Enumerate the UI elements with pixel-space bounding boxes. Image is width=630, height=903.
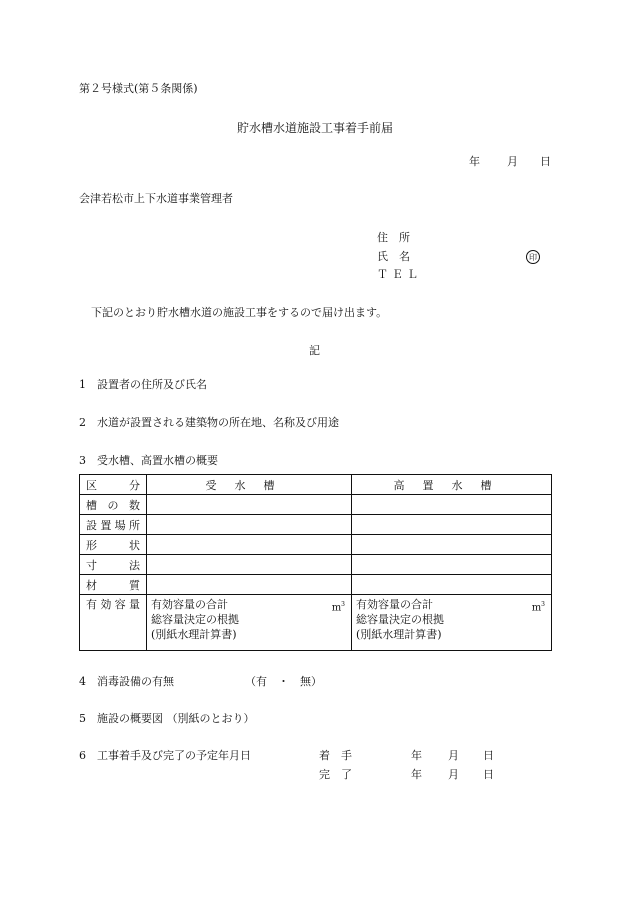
row-label-count: 槽の数 xyxy=(80,495,147,515)
row-label-location: 設置場所 xyxy=(80,515,147,535)
end-label: 完 了 xyxy=(319,768,352,781)
row-label-shape: 形状 xyxy=(80,535,147,555)
volume-attachment-label: (別紙水理計算書) xyxy=(151,628,237,641)
cubic-meter-unit: $m^3$ xyxy=(331,601,345,614)
start-year: 年 xyxy=(411,749,422,762)
start-label: 着 手 xyxy=(319,749,352,762)
form-number: 第２号様式(第５条関係) xyxy=(79,82,198,95)
end-year: 年 xyxy=(411,768,422,781)
header-elevated-tank: 高置水槽 xyxy=(352,475,552,495)
cell-receiving-location xyxy=(147,515,352,535)
cell-receiving-count xyxy=(147,495,352,515)
cell-elevated-shape xyxy=(352,535,552,555)
row-label-dimensions: 寸法 xyxy=(80,555,147,575)
cell-elevated-location xyxy=(352,515,552,535)
table-row xyxy=(80,555,552,575)
end-day: 日 xyxy=(483,768,494,781)
table-row xyxy=(80,515,552,535)
table-row xyxy=(80,535,552,555)
item-1: 1 設置者の住所及び氏名 xyxy=(79,378,207,391)
start-day: 日 xyxy=(483,749,494,762)
date-month: 月 xyxy=(507,155,518,168)
item-2: 2 水道が設置される建築物の所在地、名称及び用途 xyxy=(79,416,339,429)
volume-basis-label: 総容量決定の根拠 xyxy=(151,613,239,626)
tank-table xyxy=(79,474,552,651)
cubic-meter-unit: $m^3$ xyxy=(531,601,545,614)
address-label: 住 所 xyxy=(377,231,410,244)
cell-elevated-volume xyxy=(352,595,552,651)
cell-elevated-count xyxy=(352,495,552,515)
start-month: 月 xyxy=(448,749,459,762)
header-receiving-tank: 受水槽 xyxy=(147,475,352,495)
end-month: 月 xyxy=(448,768,459,781)
cell-elevated-material xyxy=(352,575,552,595)
page-title: 貯水槽水道施設工事着手前届 xyxy=(236,121,393,135)
volume-total-label: 有効容量の合計 xyxy=(151,598,228,611)
row-label-material: 材質 xyxy=(80,575,147,595)
table-row-volume xyxy=(80,595,552,651)
addressee: 会津若松市上下水道事業管理者 xyxy=(79,192,233,205)
cell-receiving-dimensions xyxy=(147,555,352,575)
volume-basis-label: 総容量決定の根拠 xyxy=(356,613,444,626)
cell-elevated-dimensions xyxy=(352,555,552,575)
table-row xyxy=(80,575,552,595)
name-label: 氏 名 xyxy=(377,250,410,263)
cell-receiving-material xyxy=(147,575,352,595)
date-day: 日 xyxy=(540,155,551,168)
tel-label: ＴＥＬ xyxy=(377,268,422,281)
table-header-row xyxy=(80,475,552,495)
intro-text: 下記のとおり貯水槽水道の施設工事をするので届け出ます。 xyxy=(91,306,388,319)
cell-receiving-volume xyxy=(147,595,352,651)
item-4: 4 消毒設備の有無 xyxy=(79,675,174,688)
header-category: 区分 xyxy=(80,475,147,495)
item-4-options: （有 ・ 無） xyxy=(245,675,322,688)
volume-attachment-label: (別紙水理計算書) xyxy=(356,628,442,641)
volume-total-label: 有効容量の合計 xyxy=(356,598,433,611)
item-5: 5 施設の概要図 （別紙のとおり） xyxy=(79,712,255,725)
date-year: 年 xyxy=(469,155,480,168)
seal-icon: 印 xyxy=(526,250,540,264)
seal-mark xyxy=(526,250,540,264)
cell-receiving-shape xyxy=(147,535,352,555)
row-label-volume: 有効容量 xyxy=(80,595,147,651)
item-3: 3 受水槽、高置水槽の概要 xyxy=(79,454,218,467)
table-row xyxy=(80,495,552,515)
item-6: 6 工事着手及び完了の予定年月日 xyxy=(79,749,251,762)
ki-heading: 記 xyxy=(309,344,320,357)
